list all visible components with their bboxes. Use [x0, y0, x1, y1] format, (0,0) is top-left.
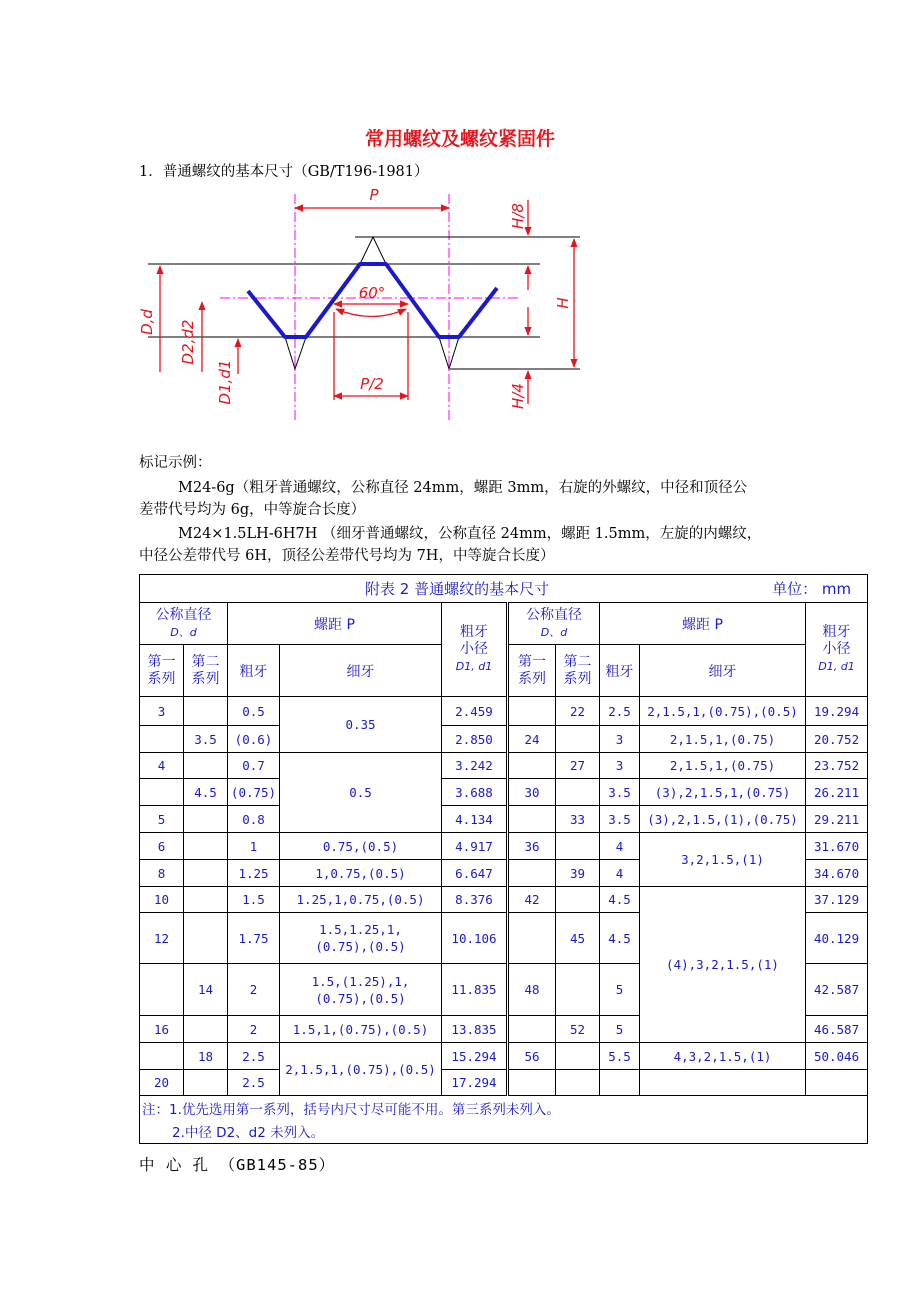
cell: 45 — [556, 913, 600, 964]
cell: 4.5 — [600, 913, 640, 964]
cell — [184, 913, 228, 964]
cell: 16 — [140, 1016, 184, 1043]
cell: 10 — [140, 887, 184, 913]
cell — [508, 697, 556, 726]
cell: 3 — [600, 753, 640, 779]
cell: 19.294 — [806, 697, 868, 726]
cell: 5 — [600, 1016, 640, 1043]
cell: 39 — [556, 860, 600, 887]
cell: 2.5 — [228, 1043, 280, 1070]
cell: (0.6) — [228, 726, 280, 753]
cell: 3,2,1.5,(1) — [640, 833, 806, 887]
cell — [140, 964, 184, 1016]
table-row — [140, 833, 868, 860]
table-caption-row — [140, 575, 868, 603]
cell — [556, 887, 600, 913]
table-unit: 单位： mm — [772, 580, 852, 598]
table-row — [140, 806, 868, 833]
cell: 0.75,(0.5) — [280, 833, 442, 860]
cell: 5.5 — [600, 1043, 640, 1070]
cell: 0.5 — [280, 753, 442, 833]
table-note-1: 注：1.优先选用第一系列，括号内尺寸尽可能不用。第三系列未列入。 — [140, 1096, 868, 1120]
cell: 46.587 — [806, 1016, 868, 1043]
cell: 40.129 — [806, 913, 868, 964]
cell: 15.294 — [442, 1043, 508, 1070]
cell — [640, 1070, 806, 1096]
label-h: H — [554, 297, 572, 309]
cell: 3.5 — [600, 806, 640, 833]
marking-heading: 标记示例： — [139, 455, 212, 471]
table-row — [140, 887, 868, 913]
cell: (3),2,1.5,(1),(0.75) — [640, 806, 806, 833]
cell: 50.046 — [806, 1043, 868, 1070]
cell — [508, 753, 556, 779]
table-row — [140, 697, 868, 726]
cell: 2,1.5,1,(0.75) — [640, 726, 806, 753]
cell — [508, 1016, 556, 1043]
cell: 52 — [556, 1016, 600, 1043]
cell: 26.211 — [806, 779, 868, 806]
cell — [508, 806, 556, 833]
cell: 4 — [600, 860, 640, 887]
cell — [184, 833, 228, 860]
cell — [556, 726, 600, 753]
header-minor-left: 粗牙 小径 D1, d1 — [442, 603, 508, 697]
table-row — [140, 753, 868, 779]
header-series-2: 第二 系列 — [556, 645, 600, 697]
cell: 2,1.5,1,(0.75),(0.5) — [640, 697, 806, 726]
cell: 4.134 — [442, 806, 508, 833]
cell: 11.835 — [442, 964, 508, 1016]
cell: 3 — [140, 697, 184, 726]
cell: 0.35 — [280, 697, 442, 753]
cell — [184, 1016, 228, 1043]
cell: 2,1.5,1,(0.75) — [640, 753, 806, 779]
cell — [184, 753, 228, 779]
cell: 2 — [228, 1016, 280, 1043]
cell: 37.129 — [806, 887, 868, 913]
header-series-2: 第二 系列 — [184, 645, 228, 697]
cell: 13.835 — [442, 1016, 508, 1043]
cell: 2.5 — [228, 1070, 280, 1096]
cell — [508, 913, 556, 964]
section-footer: 中 心 孔 （GB145-85） — [139, 1156, 336, 1174]
label-angle: 60° — [358, 284, 386, 302]
cell: 36 — [508, 833, 556, 860]
cell: 3.242 — [442, 753, 508, 779]
cell — [556, 1043, 600, 1070]
header-pitch-left: 螺距 P — [228, 603, 442, 645]
cell: 33 — [556, 806, 600, 833]
header-minor-right: 粗牙 小径 D1, d1 — [806, 603, 868, 697]
cell — [508, 860, 556, 887]
cell: 14 — [184, 964, 228, 1016]
cell: 27 — [556, 753, 600, 779]
cell: 1.25 — [228, 860, 280, 887]
cell — [184, 806, 228, 833]
header-coarse: 粗牙 — [600, 645, 640, 697]
cell: 6.647 — [442, 860, 508, 887]
cell: 1.75 — [228, 913, 280, 964]
page-title: 常用螺纹及螺纹紧固件 — [364, 128, 555, 150]
table-note-2: 2.中径 D2、d2 未列入。 — [140, 1120, 868, 1144]
cell: 42 — [508, 887, 556, 913]
label-h8: H/8 — [509, 203, 527, 229]
cell: 24 — [508, 726, 556, 753]
cell: 8 — [140, 860, 184, 887]
cell: 4.917 — [442, 833, 508, 860]
label-pitch-diameter: D2,d2 — [179, 319, 197, 365]
cell: 23.752 — [806, 753, 868, 779]
header-series-1: 第一 系列 — [508, 645, 556, 697]
cell: 1.5 — [228, 887, 280, 913]
table-row — [140, 779, 868, 806]
cell: 2.5 — [600, 697, 640, 726]
cell: 20 — [140, 1070, 184, 1096]
cell: 4,3,2,1.5,(1) — [640, 1043, 806, 1070]
cell: 12 — [140, 913, 184, 964]
cell — [806, 1070, 868, 1096]
cell: 20.752 — [806, 726, 868, 753]
cell: 1.5,(1.25),1, (0.75),(0.5) — [280, 964, 442, 1016]
header-nominal-right: 公称直径 D、d — [508, 603, 600, 645]
cell: 2,1.5,1,(0.75),(0.5) — [280, 1043, 442, 1096]
thread-profile-diagram — [130, 182, 600, 427]
cell: 2 — [228, 964, 280, 1016]
cell: 0.7 — [228, 753, 280, 779]
cell: 4.5 — [600, 887, 640, 913]
cell — [140, 726, 184, 753]
cell: 5 — [140, 806, 184, 833]
cell: 34.670 — [806, 860, 868, 887]
cell: 4 — [600, 833, 640, 860]
cell: 42.587 — [806, 964, 868, 1016]
cell: (4),3,2,1.5,(1) — [640, 887, 806, 1043]
cell: 10.106 — [442, 913, 508, 964]
header-fine: 细牙 — [640, 645, 806, 697]
header-pitch-right: 螺距 P — [600, 603, 806, 645]
cell — [556, 833, 600, 860]
header-fine: 细牙 — [280, 645, 442, 697]
cell: 29.211 — [806, 806, 868, 833]
cell: 1.5,1.25,1, (0.75),(0.5) — [280, 913, 442, 964]
section-heading: 1．普通螺纹的基本尺寸（GB/T196-1981） — [139, 164, 429, 180]
cell: 22 — [556, 697, 600, 726]
cell: 2.850 — [442, 726, 508, 753]
cell: 3.5 — [600, 779, 640, 806]
marking-example-2-line-1: M24×1.5LH-6H7H （细牙普通螺纹，公称直径 24mm，螺距 1.5mm，左旋的内螺纹， — [178, 526, 762, 542]
header-coarse: 粗牙 — [228, 645, 280, 697]
cell: 17.294 — [442, 1070, 508, 1096]
cell: 31.670 — [806, 833, 868, 860]
cell — [556, 1070, 600, 1096]
cell: 1.5,1,(0.75),(0.5) — [280, 1016, 442, 1043]
table-caption: 附表 2 普通螺纹的基本尺寸 — [364, 580, 550, 598]
cell — [600, 1070, 640, 1096]
table-row — [140, 1043, 868, 1070]
cell: 3 — [600, 726, 640, 753]
cell: (3),2,1.5,1,(0.75) — [640, 779, 806, 806]
marking-example-1-line-2: 差带代号均为 6g，中等旋合长度） — [139, 502, 366, 518]
cell: 56 — [508, 1043, 556, 1070]
cell: 0.5 — [228, 697, 280, 726]
label-pitch: P — [369, 186, 379, 204]
cell: 1.25,1,0.75,(0.5) — [280, 887, 442, 913]
label-h4: H/4 — [509, 383, 527, 409]
cell: 4 — [140, 753, 184, 779]
marking-example-1-line-1: M24-6g（粗牙普通螺纹，公称直径 24mm，螺距 3mm，右旋的外螺纹，中径和顶径公 — [178, 480, 748, 496]
cell: 8.376 — [442, 887, 508, 913]
table-row — [140, 726, 868, 753]
marking-example-2-line-2: 中径公差带代号 6H，顶径公差带代号均为 7H，中等旋合长度） — [139, 548, 555, 564]
header-nominal-left: 公称直径 D、d — [140, 603, 228, 645]
cell — [184, 697, 228, 726]
cell — [556, 779, 600, 806]
cell: (0.75) — [228, 779, 280, 806]
cell: 30 — [508, 779, 556, 806]
label-half-pitch: P/2 — [360, 375, 384, 393]
cell — [140, 779, 184, 806]
cell: 3.688 — [442, 779, 508, 806]
label-minor-diameter: D1,d1 — [216, 359, 234, 405]
label-major-diameter: D,d — [138, 309, 156, 335]
thread-dimension-table — [139, 574, 868, 1144]
cell: 2.459 — [442, 697, 508, 726]
cell: 6 — [140, 833, 184, 860]
cell — [556, 964, 600, 1016]
cell: 18 — [184, 1043, 228, 1070]
cell — [184, 1070, 228, 1096]
cell: 4.5 — [184, 779, 228, 806]
cell: 48 — [508, 964, 556, 1016]
header-series-1: 第一 系列 — [140, 645, 184, 697]
cell — [140, 1043, 184, 1070]
cell: 1 — [228, 833, 280, 860]
cell — [184, 887, 228, 913]
table-row — [140, 1070, 868, 1096]
cell: 3.5 — [184, 726, 228, 753]
cell: 5 — [600, 964, 640, 1016]
cell — [508, 1070, 556, 1096]
cell: 1,0.75,(0.5) — [280, 860, 442, 887]
cell: 0.8 — [228, 806, 280, 833]
cell — [184, 860, 228, 887]
